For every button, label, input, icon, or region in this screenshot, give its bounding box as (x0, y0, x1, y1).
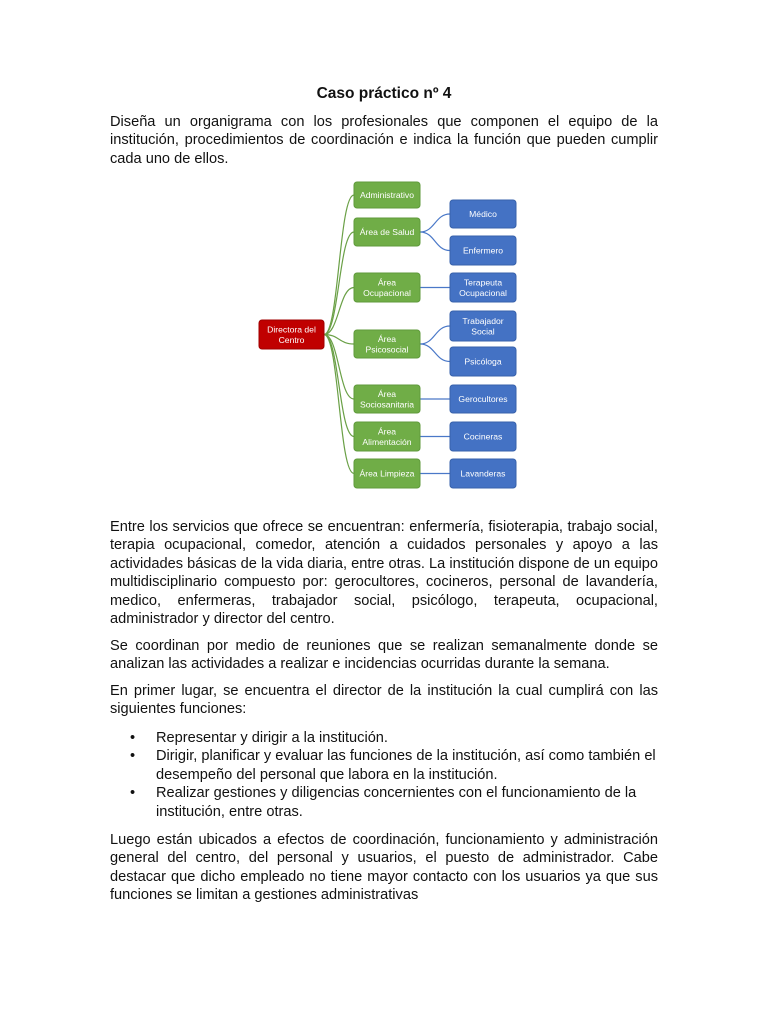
list-item-text: Dirigir, planificar y evaluar las funciones de la institución, así como también el desempeño del personal que labora en la institución. (156, 748, 656, 783)
org-area-socio-label: Área (377, 388, 397, 399)
connector-salud-role-1 (420, 232, 450, 251)
org-area-alim (354, 422, 420, 451)
org-root-box-label: Directora del (267, 324, 316, 335)
connector-psico-role-1 (420, 344, 450, 362)
connector-root-salud (324, 232, 354, 335)
connector-root-ocup (324, 288, 354, 335)
connector-root-alim (324, 335, 354, 437)
org-role-ocup-0 (450, 273, 516, 302)
org-area-psico-label: Psicosocial (365, 344, 409, 355)
org-area-ocup-label: Ocupacional (363, 287, 411, 298)
org-area-ocup (354, 273, 420, 302)
connector-root-limp (324, 335, 354, 474)
admin-paragraph: Luego están ubicados a efectos de coordinación, funcionamiento y administración general del centro, del personal y usuarios, el puesto de administrador. Cabe destacar que dicho empleado no tiene mayor contacto con los usuarios ya que sus funciones se limitan a gestiones administrativas (110, 832, 658, 904)
org-role-salud-0-label: Médico (469, 209, 497, 220)
org-area-ocup-label: Área (377, 277, 397, 288)
services-paragraph: Entre los servicios que ofrece se encuentran: enfermería, fisioterapia, trabajo social, terapia ocupacional, comedor, atención a cuidados personales y apoyo a las actividades básicas de la vida diaria, entre otras. La institución dispone de un equipo multidisciplinario compuesto por: gerocultores, cocineros, personal de lavandería, medico, enfermeras, trabajador social, psicólogo, terapeuta, ocupacional, administrador y director del centro. (110, 519, 658, 628)
director-functions-list (110, 729, 658, 821)
org-role-alim-0-label: Cocineras (463, 431, 503, 442)
org-role-socio-0-label: Gerocultores (458, 394, 508, 405)
org-area-psico-label: Área (377, 333, 397, 344)
org-role-limp-0 (450, 459, 516, 488)
list-item (110, 747, 658, 784)
org-area-alim-label: Alimentación (362, 436, 412, 447)
list-item (110, 729, 658, 747)
bullet-icon: • (130, 730, 136, 746)
list-item-text: Representar y dirigir a la institución. (156, 730, 388, 746)
intro-paragraph: Diseña un organigrama con los profesionales que componen el equipo de la institución, procedimientos de coordinación e indica la función que pueden cumplir cada uno de ellos. (110, 114, 658, 167)
org-area-socio-label: Sociosanitaria (360, 399, 414, 410)
org-area-admin (354, 182, 420, 208)
org-area-salud-label: Área de Salud (359, 227, 415, 238)
org-role-limp-0-label: Lavanderas (460, 468, 506, 479)
org-role-salud-0 (450, 200, 516, 228)
org-role-psico-0-label: Trabajador (462, 315, 504, 326)
org-role-ocup-0-label: Ocupacional (459, 287, 507, 298)
org-area-socio (354, 385, 420, 413)
connector-salud-role-0 (420, 214, 450, 232)
org-role-socio-0 (450, 385, 516, 413)
org-role-psico-0-label: Social (471, 326, 495, 337)
org-role-salud-1-label: Enfermero (462, 245, 504, 256)
org-area-alim-label: Área (377, 426, 397, 437)
org-root-box (259, 320, 324, 349)
coordination-paragraph: Se coordinan por medio de reuniones que se realizan semanalmente donde se analizan las actividades a realizar e incidencias ocurridas durante la semana. (110, 638, 658, 673)
org-area-limp-label: Área Limpieza (359, 468, 415, 479)
director-intro-paragraph: En primer lugar, se encuentra el director de la institución la cual cumplirá con las siguientes funciones: (110, 683, 658, 718)
org-root-box-label: Centro (278, 334, 305, 345)
org-role-psico-1-label: Psicóloga (464, 356, 502, 367)
org-role-psico-0 (450, 311, 516, 341)
org-role-salud-1 (450, 236, 516, 265)
bullet-icon: • (130, 785, 136, 802)
page-title: Caso práctico nº 4 (316, 85, 452, 102)
org-area-salud (354, 218, 420, 246)
list-item (110, 784, 658, 821)
org-area-psico (354, 330, 420, 358)
org-area-admin-label: Administrativo (360, 190, 414, 201)
org-area-limp (354, 459, 420, 488)
org-role-psico-1 (450, 347, 516, 376)
org-role-ocup-0-label: Terapeuta (463, 277, 503, 288)
list-item-text: Realizar gestiones y diligencias concernientes con el funcionamiento de la institución, entre otras. (156, 785, 637, 820)
org-role-alim-0 (450, 422, 516, 451)
bullet-icon: • (130, 748, 136, 765)
connector-psico-role-0 (420, 326, 450, 344)
connector-root-admin (324, 195, 354, 335)
